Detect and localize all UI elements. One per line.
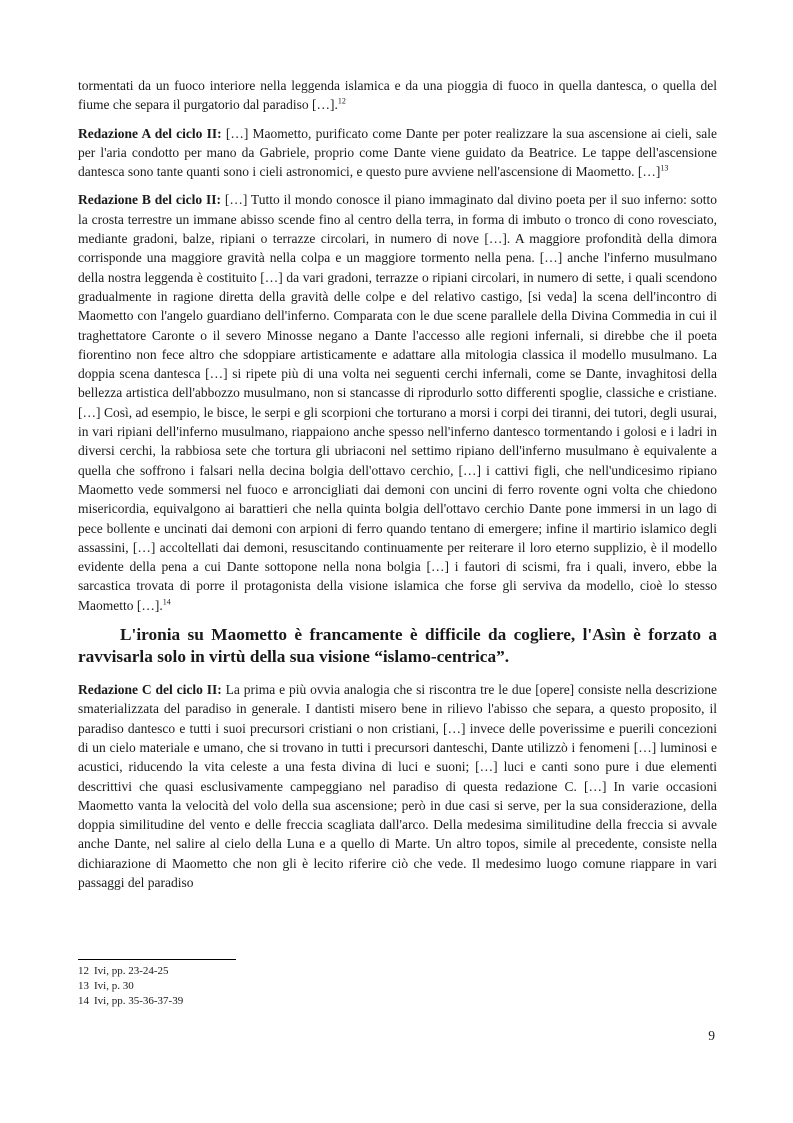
paragraph-label: Redazione A del ciclo II: [78, 125, 222, 141]
footnote-ref[interactable]: 13 [660, 163, 669, 173]
paragraph-redazione-b [78, 190, 717, 615]
footnote-number: 14 [78, 995, 89, 1007]
paragraph-label: Redazione C del ciclo II: [78, 682, 222, 698]
footnote [78, 979, 717, 994]
paragraph-redazione-c [78, 680, 717, 892]
page-body [78, 76, 717, 901]
footnote [78, 964, 717, 979]
section-heading [78, 624, 717, 668]
footnote-ref[interactable]: 14 [162, 597, 171, 607]
page-number: 9 [708, 1028, 715, 1043]
footnote-number: 12 [78, 965, 89, 977]
footnote-text: Ivi, p. 30 [94, 980, 134, 992]
footnote-number: 13 [78, 980, 89, 992]
footnotes [78, 959, 717, 1009]
paragraph-redazione-a [78, 124, 717, 182]
section-heading-text: L'ironia su Maometto è francamente è difficile da cogliere, l'Asìn è forzato a ravvisarla solo in virtù della sua visione “islamo-centrica”. [78, 625, 717, 667]
paragraph-text: […] Maometto, purificato come Dante per poter realizzare la sua ascensione ai cieli, sale per l'aria condotto per mano da Gabriele, proprio come Dante viene guidato da Beatrice. Le tappe dell'ascensione dantesca sono tante quanti sono i cieli astronomici, e questo pure avviene nell'ascensione di Maometto. […] [78, 125, 717, 180]
footnote [78, 994, 717, 1009]
paragraph-label: Redazione B del ciclo II: [78, 192, 221, 208]
paragraph-continuation [78, 76, 717, 115]
footnote-separator [78, 959, 236, 960]
paragraph-text: […] Tutto il mondo conosce il piano immaginato dal divino poeta per il suo inferno: sotto la crosta terrestre un immane abisso scende fino al centro della terra, in forma di imbuto o tronco di cono rovesciato, mediante gradoni, balze, ripiani o terrazze circolari, in numero di nove […]. A maggiore profondità della dimora corrisponde una maggiore gravità nella colpa e un maggiore tormento nella pena. […] anche l'inferno musulmano della nostra leggenda è costituito […] da vari gradoni, terrazze o ripiani circolari, in numero di sette, i quali scendono gradualmente in ragione diretta della gravità delle colpe e del relativo castigo, [si veda] la scena dell'incontro di Maometto con l'angelo guardiano dell'inferno. Comparata con le due scene parallele della Divina Commedia in cui il traghettatore Caronte o il severo Minosse negano a Dante l'accesso alle regioni infernali, si direbbe che il poeta fiorentino non fece altro che sdoppiare artisticamente e adattare alla mitologia classica il modello musulmano. La doppia scena dantesca […] si ripete più di una volta nei seguenti cerchi infernali, come se Dante, invaghitosi della bellezza artistica dell'abbozzo musulmano, non si stancasse di riprodurlo sotto differenti spoglie, classiche e cristiane. […] Così, ad esempio, le bisce, le serpi e gli scorpioni che torturano a morsi i corpi dei tiranni, dei tutori, degli usurai, in vari ripiani dell'inferno musulmano, riappaiono anche spesso nell'inferno dantesco tormentando i golosi e i ladri in diversi cerchi, la rabbiosa sete che tortura gli ubriaconi nel settimo ripiano dell'inferno musulmano è equivalente a quella che soffrono i falsari nella decina bolgia dell'ottavo cerchio, […] i cattivi figli, che nell'undicesimo ripiano Maometto vede sommersi nel fuoco e arroncigliati dai demoni con uncini di ferro rovente ogni volta che chiedono misericordia, equivalgono ai barattieri che nella quinta bolgia dell'ottavo cerchio Dante pone immersi in un lago di pece bollente e uncinati dai demoni con arpioni di ferro quando tentano di emergere; infine il martirio islamico degli assassini, […] accoltellati dai demoni, resuscitando continuamente per reiterare il loro eterno supplizio, è il modello evidente della pena a cui Dante sottopone nella nona bolgia […] i fautori di scismi, fra i quali, invero, ebbe la sarcastica trovata di porre il protagonista della visione islamica che forse gli serviva da modello, cioè lo stesso Maometto […]. [78, 192, 717, 613]
paragraph-text: tormentati da un fuoco interiore nella leggenda islamica e da una pioggia di fuoco in quella dantesca, o quella del fiume che separa il purgatorio dal paradiso […]. [78, 78, 717, 113]
footnote-text: Ivi, pp. 35-36-37-39 [94, 995, 184, 1007]
footnote-text: Ivi, pp. 23-24-25 [94, 965, 169, 977]
paragraph-text: La prima e più ovvia analogia che si riscontra tre le due [opere] consiste nella descrizione smaterializzata del paradiso in generale. I dantisti misero bene in rilievo l'abisso che separa, a questo proposito, il paradiso dantesco e tutti i suoi precursori cristiani o non cristiani, […] invece delle poverissime e puerili concezioni di un cielo materiale e umano, che si trovano in tutti i precursori danteschi, Dante utilizzò i fenomeni […] luminosi e acustici, riducendo la vita celeste a una festa divina di luci e suoni; […] luci e canti sono pure i due elementi descrittivi che quasi esclusivamente campeggiano nel paradiso di questa redazione C. […] In varie occasioni Maometto vanta la velocità del volo della sua ascensione; però in due casi si serve, per la sua considerazione, della doppia similitudine del vento e delle freccia scagliata dall'arco. Della medesima similitudine della freccia si avvale anche Dante, nel salire al cielo della Luna e a quello di Marte. Un altro topos, simile al precedente, consiste nella dichiarazione di Maometto che non gli è lecito riferire ciò che vede. Il medesimo luogo comune riappare in vari passaggi del paradiso [78, 682, 717, 890]
footnote-ref[interactable]: 12 [337, 96, 346, 106]
